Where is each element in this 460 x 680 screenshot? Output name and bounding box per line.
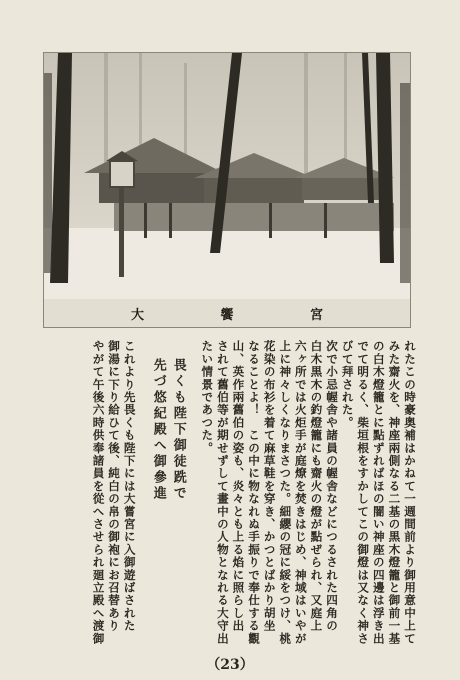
column-gap xyxy=(137,340,148,640)
vertical-text-body xyxy=(45,340,417,645)
text-column: 御湯に下り給ひて後、純白の帛の御袍にお召替あり xyxy=(107,340,122,633)
text-column: の白木燈籠とに點ずればほの闇い神座の四邊は浮き出 xyxy=(371,340,386,645)
photo-illustration xyxy=(44,53,410,300)
text-column: でて明るく、柴垣根をすかしてこの御燈は又なく神さ xyxy=(356,340,371,645)
text-column: 六ヶ所では火炬手が庭燎を焚きはじめ、神域はいやが xyxy=(293,340,308,645)
page-number: （23） xyxy=(206,657,254,673)
text-column: 花染の布衫を着て麻草鞋を穿き、かつとばかり胡坐 xyxy=(262,340,277,633)
text-column: されて舊伯等が期せずして畫中の人物となれる大守出 xyxy=(215,340,230,645)
caption-band xyxy=(43,299,411,328)
text-column: 山、英作兩舊伯の姿も、炎々とも上る焰に照らし出 xyxy=(231,340,246,633)
column-gap xyxy=(188,340,199,640)
text-column: 上に神々しくなりまさつた。細纓の冠に綏をつけ、桃 xyxy=(278,340,293,645)
photograph-daijokyu xyxy=(43,52,411,301)
photo-caption: 大 饗 宮 xyxy=(130,308,360,323)
section-heading: 先づ悠紀殿へ御參進 xyxy=(150,358,166,502)
text-column: やがて午後六時供奉諸員を從へさせられ廻立殿へ渡御 xyxy=(91,340,106,645)
text-column: たい情景であつた。 xyxy=(200,340,215,455)
text-column: 白木黒木の釣燈籠にも齋火の燈が點ぜられ、又庭上 xyxy=(309,340,324,633)
text-column: みた齋火を、神座兩側なる二基の黒木燈籠と御前一基 xyxy=(387,340,402,645)
text-column: 次で小忌幄舎や諸員の幄舎などにつるされた四角の xyxy=(325,340,340,633)
text-column: びて拜された。 xyxy=(340,340,355,429)
text-column: これより先畏くも陛下には大嘗宮に入御遊ばされた xyxy=(122,340,137,633)
text-column: なることよ！ この中に物なれぬ手振りで奉仕する觀 xyxy=(247,340,262,645)
text-column: れたこの時豪奥補はかねて一週間前より御用意中上て xyxy=(403,340,417,645)
section-heading: 畏くも陛下御徒跣で xyxy=(170,358,186,502)
